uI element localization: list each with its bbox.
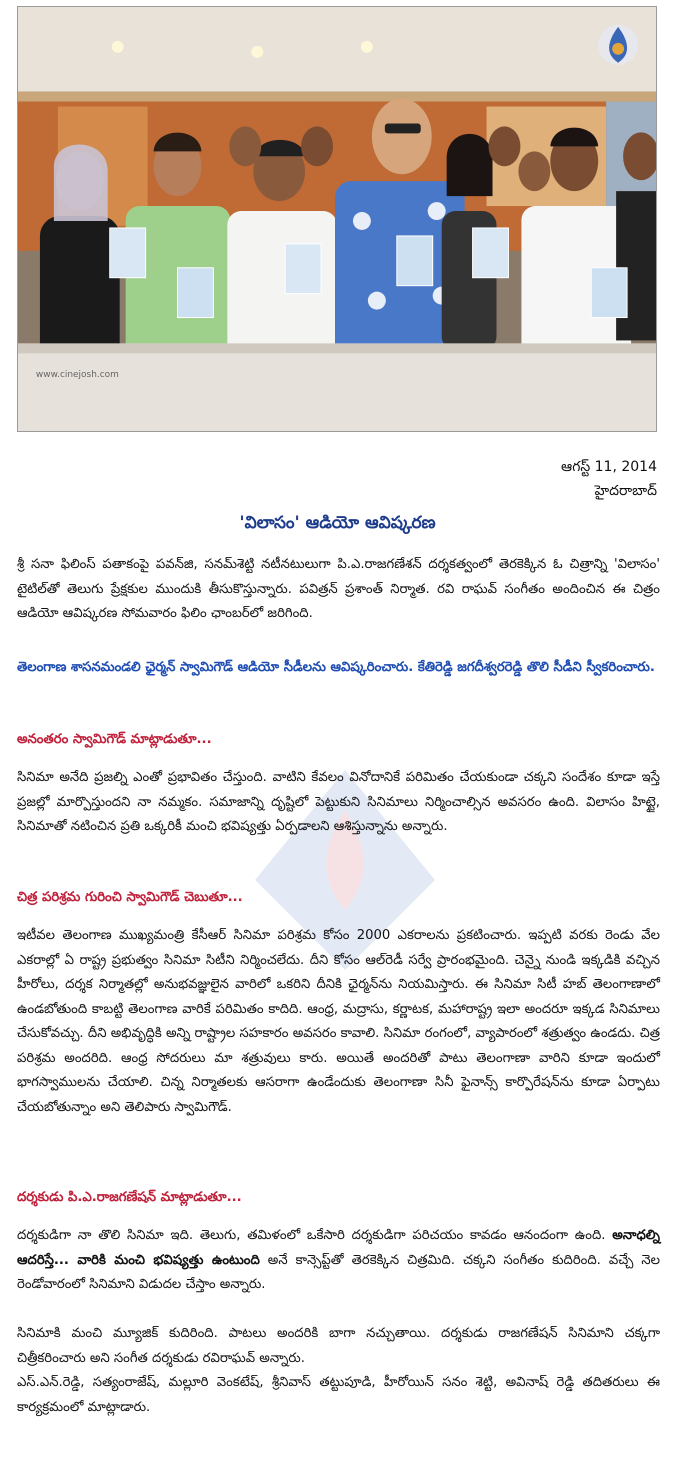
- article-place: హైదరాబాద్: [594, 483, 657, 499]
- paragraph-film-industry: ఇటీవల తెలంగాణ ముఖ్యమంత్రి కేసీఆర్ సినిమా పరిశ్రమ కోసం 2000 ఎకరాలను ప్రకటించారు. ఇప్పటి వరకు రెండు వేల ఎకరాల్లో ఏ రాష్ట్ర ప్రభుత్వం సినిమా సిటీని నిర్మించలేదు. దీని కోసం ఆల్‌రెడీ సర్వే ప్రారంభమైంది. చెన్నై నుండి ఇక్కడికి వచ్చిన హీరోలు, దర్శక నిర్మాతల్లో అనుభవజ్ఞులైన వారిలో ఒకరిని దీనికి ఛైర్మన్‌ను నియమిస్తారు. ఈ సినిమా సిటీ హబ్ తెలంగాణాలో ఉండబోతుంది కాబట్టి తెలంగాణ వారికే పరిమితం కాదిది. ఆంధ్ర, మద్రాసు, కర్ణాటక, మహారాష్ట్ర ఇలా అందరూ ఇక్కడ సినిమాలు చేసుకోవచ్చు. దీని అభివృద్ధికి అన్ని రాష్ట్రాల సహకారం అవసరం కావాలి. సినిమా రంగంలో, వ్యాపారంలో శత్రుత్వం ఉండదు. చిత్ర పరిశ్రమ అందరిది. ఆంధ్ర సోదరులు మా శత్రువులు కారు. అయితే అందరితో పాటు తెలంగాణా వారిని కూడా ఇందులో భాగస్వాములను చేయాలి. చిన్న నిర్మాతలకు ఆసరాగా ఉండేందుకు తెలంగాణా సినీ ఫైనాన్స్ కార్పొరేషన్‌ను కూడా ఏర్పాటు చేయబోతున్నాం అని తెలిపారు స్వామిగౌడ్.: [17, 928, 660, 1115]
- event-photo-illustration: [18, 7, 656, 431]
- site-logo: [598, 25, 638, 65]
- paragraph-launch: తెలంగాణ శాసనమండలి ఛైర్మన్ స్వామిగౌడ్ ఆడియో సీడీలను ఆవిష్కరించారు. కేతిరెడ్డి జగదీశ్వరరెడ్డి తొలి సీడీని స్వీకరించారు.: [17, 660, 655, 675]
- article-headline: 'విలాసం' ఆడియో ఆవిష్కరణ: [239, 513, 436, 533]
- paragraph-swamygoud-speech: సినిమా అనేది ప్రజల్ని ఎంతో ప్రభావితం చేస్తుంది. వాటిని కేవలం వినోదానికే పరిమితం చేయకుండా చక్కని సందేశం కూడా ఇస్తే ప్రజల్లో మార్పొస్తుందని నా నమ్మకం. సమాజాన్ని దృష్టిలో పెట్టుకుని సినిమాలు నిర్మించాల్సిన అవసరం ఉంది. విలాసం హిట్టై, సినిమాతో నటించిన ప్రతి ఒక్కరికీ మంచి భవిష్యత్తు ఏర్పడాలని ఆశిస్తున్నాను అన్నారు.: [17, 770, 660, 834]
- subheading-swamygoud-speech: అనంతరం స్వామిగౌడ్ మాట్లాడుతూ...: [17, 732, 212, 747]
- article-date: ఆగస్ట్ 11, 2014: [561, 459, 657, 475]
- photo-watermark-text: www.cinejosh.com: [35, 370, 119, 381]
- paragraph-director-speech: [17, 1224, 660, 1298]
- paragraph-intro: శ్రీ సనా ఫిలింస్ పతాకంపై పవన్‌జి, సనమ్‌శెట్టి నటీనటులుగా పి.ఎ.రాజగణేశన్ దర్శకత్వంలో తెరకెక్కిన ఓ చిత్రాన్ని 'విలాసం' టైటిల్‌తో తెలుగు ప్రేక్షకుల ముందుకి తీసుకొస్తున్నారు. పవిత్రన్ ప్రశాంత్ నిర్మాత. రవి రాఘవ్ సంగీతం అందించిన ఈ చిత్రం ఆడియో ఆవిష్కరణ సోమవారం ఫిలిం ఛాంబర్‌లో జరిగింది.: [17, 557, 660, 621]
- paragraph-attendees: ఎస్.ఎన్.రెడ్డి, సత్యంరాజేష్, మల్లూరి వెంకటేష్, శ్రీనివాస్ తట్టుపూడి, హీరోయిన్ సనం శెట్టి, అవినాష్ రెడ్డి తదితరులు ఈ కార్యక్రమంలో మాట్లాడారు.: [17, 1375, 660, 1415]
- paragraph-music-director: సినిమాకి మంచి మ్యూజిక్ కుదిరింది. పాటలు అందరికి బాగా నచ్చుతాయి. దర్శకుడు రాజగణేషన్ సినిమాని చక్కగా చిత్రీకరించారు అని సంగీత దర్శకుడు రవిరాఘవ్ అన్నారు.: [17, 1326, 660, 1366]
- director-speech-part-2: అనే కాన్సెప్ట్‌తో తెరకెక్కిన చిత్రమిది. చక్కని సంగీతం కుదిరింది. వచ్చే నెల రెండోవారంలో సినిమాని విడుదల చేస్తాం అన్నారు.: [17, 1252, 660, 1292]
- event-photo: [17, 6, 657, 432]
- director-speech-concept: అనాధల్ని ఆదరిస్తే... వారికి మంచి భవిష్యత్తు ఉంటుంది: [17, 1228, 660, 1268]
- director-speech-part-1: దర్శకుడిగా నా తొలి సినిమా ఇది. తెలుగు, తమిళంలో ఒకేసారి దర్శకుడిగా పరిచయం కావడం ఆనందంగా ఉంది.: [17, 1228, 613, 1243]
- subheading-film-industry: చిత్ర పరిశ్రమ గురించి స్వామిగౌడ్ చెబుతూ...: [17, 890, 243, 905]
- subheading-director-speech: దర్శకుడు పి.ఎ.రాజగణేషన్ మాట్లాడుతూ...: [17, 1190, 242, 1205]
